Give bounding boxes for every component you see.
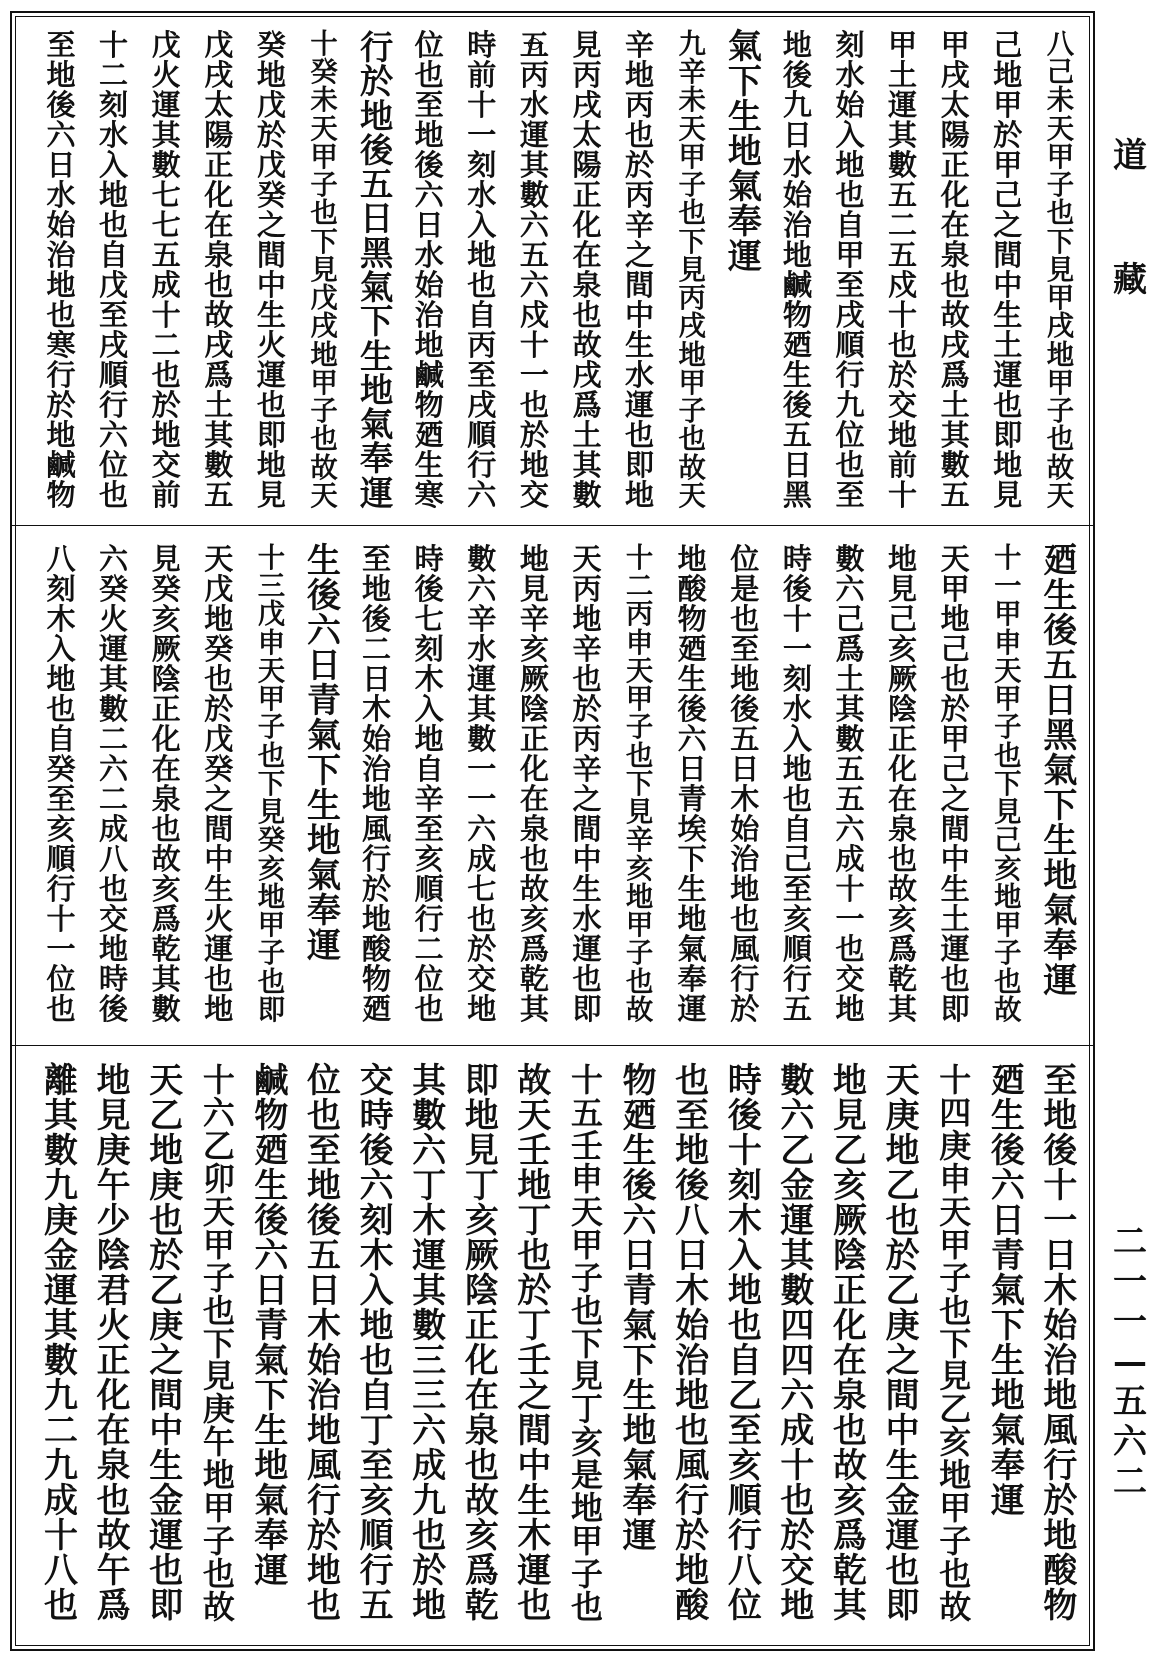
text-panel-middle [12, 527, 1093, 1045]
text-column: 見 癸 亥 厥 陰 正 化 在 泉 也 故 亥 爲 乾 其 數 [151, 542, 181, 1026]
text-column: 八 刻 木 入 地 也 自 癸 至 亥 順 行 十 一 位 也 [46, 542, 76, 1026]
text-column: 十 二 丙 申 天 甲 子 也 下 見 辛 亥 地 甲 子 也 故 [625, 542, 654, 1026]
page-number: 二 一 一 — 五 六 二 [1113, 1222, 1147, 1502]
text-column: 十 四 庚 申 天 甲 子 也 下 見 乙 亥 地 甲 子 也 故 [939, 1061, 972, 1626]
text-column: 天 戊 地 癸 也 於 戊 癸 之 間 中 生 火 運 也 地 [204, 542, 234, 1026]
text-column: 十 二 刻 水 入 地 也 自 戊 至 戌 順 行 六 位 也 [99, 28, 129, 512]
text-column: 己 地 甲 於 甲 己 之 間 中 生 土 運 也 即 地 見 [993, 28, 1023, 512]
text-column: 九 辛 未 天 甲 子 也 下 見 丙 戌 地 甲 子 也 故 天 [678, 28, 706, 512]
text-column: 八 己 未 天 甲 子 也 下 見 甲 戌 地 甲 子 也 故 天 [1046, 28, 1075, 512]
page-frame [10, 11, 1095, 1651]
circle-mark [528, 38, 540, 50]
text-column: 甲 土 運 其 數 五 二 五 戍 十 也 於 交 地 前 十 [888, 28, 918, 512]
text-column: 廼 生 後 六 日 青 氣 下 生 地 氣 奉 運 [990, 1061, 1025, 1521]
text-column: 地 後 九 日 水 始 治 地 鹹 物 廼 生 後 五 日 黑 [782, 28, 812, 512]
text-column: 地 見 己 亥 厥 陰 正 化 在 泉 也 故 亥 爲 乾 其 [888, 542, 918, 1026]
text-column: 數 六 己 爲 土 其 數 五 五 六 成 十 一 也 交 地 [835, 542, 865, 1026]
text-column: 時 後 十 刻 木 入 地 也 自 乙 至 亥 順 行 八 位 [727, 1061, 762, 1626]
text-column: 戊 火 運 其 數 七 七 五 成 十 二 也 於 地 交 前 [151, 28, 181, 512]
text-column: 辛 地 丙 也 於 丙 辛 之 間 中 生 水 運 也 即 地 [625, 28, 655, 512]
text-column: 交 時 後 六 刻 木 入 地 也 自 丁 至 亥 順 行 五 [359, 1061, 394, 1626]
text-column: 五 丙 水 運 其 數 六 五 六 戍 十 一 也 於 地 交 [519, 28, 549, 512]
text-panel-top [12, 13, 1093, 525]
text-column: 十 五 壬 申 天 甲 子 也 下 見 丁 亥 是 地 甲 子 也 [571, 1061, 603, 1626]
text-column: 天 丙 地 辛 也 於 丙 辛 之 間 中 生 水 運 也 即 [572, 542, 602, 1026]
text-column: 故 天 壬 地 丁 也 於 丁 壬 之 間 中 生 木 運 也 [517, 1061, 552, 1626]
text-column: 地 見 庚 午 少 陰 君 火 正 化 在 泉 也 故 午 爲 [96, 1061, 131, 1626]
margin-title [1100, 0, 1160, 1665]
text-column: 甲 戌 太 陽 正 化 在 泉 也 故 戌 爲 土 其 數 五 [940, 28, 970, 512]
margin-title-char-2: 藏 [1113, 260, 1147, 300]
panel-divider-2 [12, 1045, 1093, 1046]
text-column: 物 廼 生 後 六 日 青 氣 下 生 地 氣 奉 運 [622, 1061, 657, 1556]
text-column: 離 其 數 九 庚 金 運 其 數 九 二 九 成 十 八 也 [44, 1061, 78, 1626]
text-column: 數 六 乙 金 運 其 數 四 四 六 成 十 也 於 交 地 [780, 1061, 815, 1626]
text-column: 廼 生 後 五 日 黑 氣 下 生 地 氣 奉 運 [1043, 541, 1078, 1001]
text-column: 天 乙 地 庚 也 於 乙 庚 之 間 中 生 金 運 也 即 [149, 1061, 184, 1626]
text-column: 至 地 後 二 日 木 始 治 地 風 行 於 地 酸 物 廼 [362, 542, 392, 1026]
text-column: 天 甲 地 己 也 於 甲 己 之 間 中 生 土 運 也 即 [940, 542, 970, 1026]
text-column: 時 後 十 一 刻 水 入 地 也 自 己 至 亥 順 行 五 [782, 542, 812, 1026]
circle-mark [528, 553, 540, 565]
text-column: 數 六 辛 水 運 其 數 一 一 六 成 七 也 於 交 地 [467, 542, 497, 1026]
text-column: 地 見 辛 亥 厥 陰 正 化 在 泉 也 故 亥 爲 乾 其 [519, 542, 549, 1026]
panel-divider-1 [12, 525, 1093, 526]
circle-mark [528, 1071, 540, 1083]
text-column: 氣 下 生 地 氣 奉 運 [727, 27, 762, 277]
text-column: 時 前 十 一 刻 水 入 地 也 自 丙 至 戌 順 行 六 [467, 28, 497, 512]
text-column: 至 地 後 十 一 日 木 始 治 地 風 行 於 地 酸 物 [1043, 1061, 1078, 1626]
text-column: 生 後 六 日 青 氣 下 生 地 氣 奉 運 [307, 541, 341, 966]
text-column: 十 癸 未 天 甲 子 也 下 見 戊 戌 地 甲 子 也 故 天 [310, 28, 338, 512]
text-panel-bottom [12, 1047, 1093, 1647]
text-column: 十 六 乙 卯 天 甲 子 也 下 見 庚 午 地 甲 子 也 故 [202, 1061, 235, 1626]
text-column: 地 見 乙 亥 厥 陰 正 化 在 泉 也 故 亥 爲 乾 其 [833, 1061, 867, 1626]
text-column: 位 是 也 至 地 後 五 日 木 始 治 地 也 風 行 於 [730, 542, 760, 1026]
text-column: 位 也 至 地 後 五 日 木 始 治 地 風 行 於 地 也 [307, 1061, 341, 1626]
text-column: 十 三 戊 申 天 甲 子 也 下 見 癸 亥 地 甲 子 也 即 [257, 542, 286, 1026]
margin-title-char-1: 道 [1113, 136, 1147, 176]
text-column: 六 癸 火 運 其 數 二 六 二 成 八 也 交 地 時 後 [99, 542, 129, 1026]
text-column: 位 也 至 地 後 六 日 水 始 治 地 鹹 物 廼 生 寒 [414, 28, 444, 512]
text-column: 即 地 見 丁 亥 厥 陰 正 化 在 泉 也 故 亥 爲 乾 [464, 1061, 499, 1626]
text-column: 至 地 後 六 日 水 始 治 地 也 寒 行 於 地 鹹 物 [46, 28, 76, 512]
text-column: 十 一 甲 申 天 甲 子 也 下 見 己 亥 地 甲 子 也 故 [994, 542, 1022, 1026]
text-column: 刻 水 始 入 地 也 自 甲 至 戌 順 行 九 位 也 至 [835, 28, 865, 512]
text-column: 戊 戌 太 陽 正 化 在 泉 也 故 戌 爲 土 其 數 五 [204, 28, 234, 512]
text-column: 行 於 地 後 五 日 黑 氣 下 生 地 氣 奉 運 [359, 28, 394, 513]
text-column: 其 數 六 丁 木 運 其 數 三 三 六 成 九 也 於 地 [412, 1061, 447, 1626]
text-column: 地 酸 物 廼 生 後 六 日 青 埃 下 生 地 氣 奉 運 [677, 542, 707, 1026]
text-column: 見 丙 戌 太 陽 正 化 在 泉 也 故 戌 爲 土 其 數 [572, 28, 602, 512]
text-column: 癸 地 戊 於 戊 癸 之 間 中 生 火 運 也 即 地 見 [256, 28, 286, 512]
text-column: 天 庚 地 乙 也 於 乙 庚 之 間 中 生 金 運 也 即 [885, 1061, 920, 1626]
text-column: 鹹 物 廼 生 後 六 日 青 氣 下 生 地 氣 奉 運 [254, 1061, 289, 1591]
text-column: 也 至 地 後 八 日 木 始 治 地 也 風 行 於 地 酸 [675, 1061, 710, 1626]
text-column: 時 後 七 刻 木 入 地 自 辛 至 亥 順 行 二 位 也 [414, 542, 444, 1026]
